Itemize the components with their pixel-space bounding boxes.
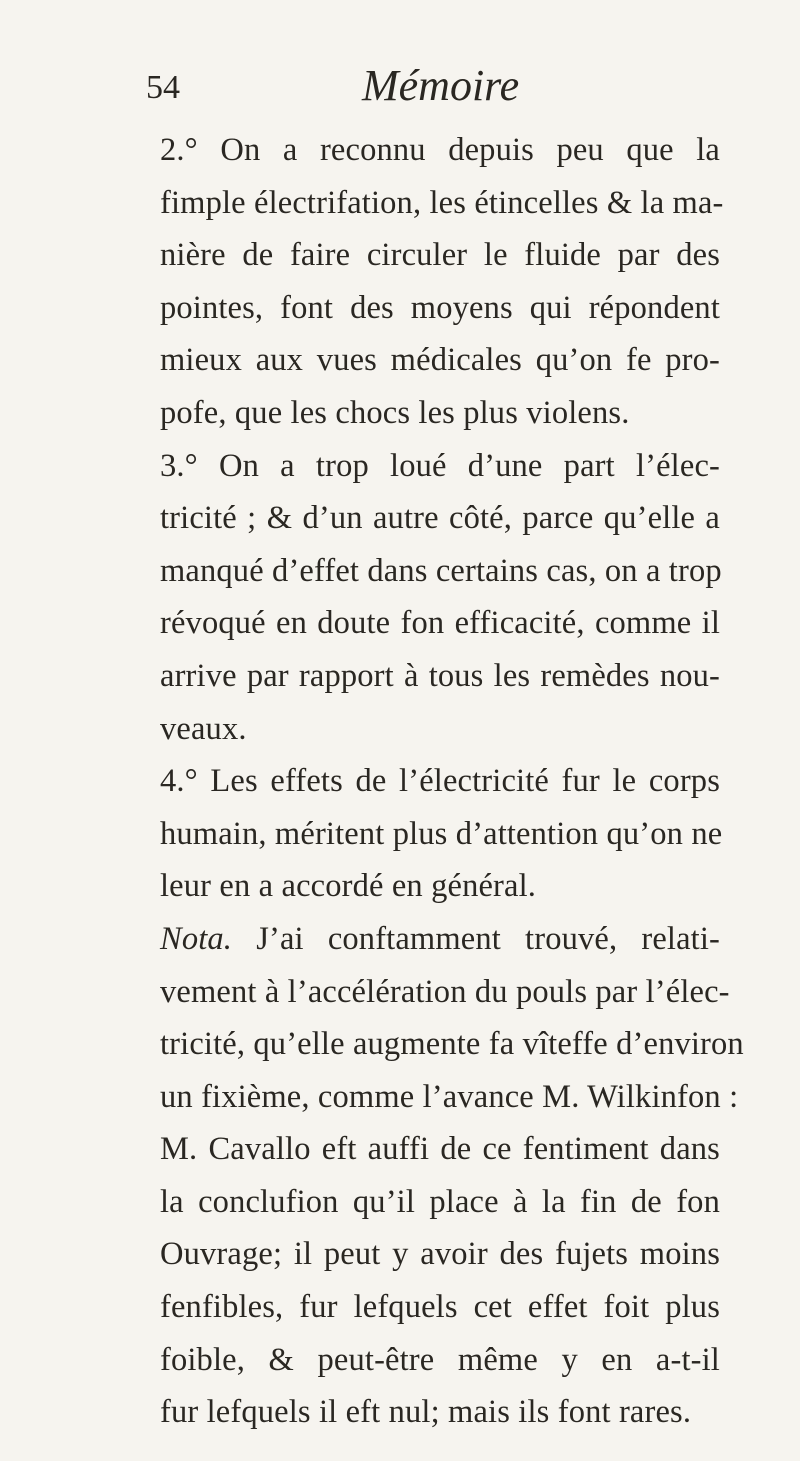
- text-line: foible, & peut-être même y en a-t-il: [160, 1341, 720, 1378]
- page-number: 54: [146, 69, 180, 106]
- text-line: pofe, que les chocs les plus violens.: [160, 394, 630, 431]
- text-line: révoqué en doute fon efficacité, comme il: [160, 605, 720, 642]
- text-line: nière de faire circuler le fluide par des: [160, 237, 720, 274]
- text-line: veaux.: [160, 710, 247, 747]
- text-line: mieux aux vues médicales qu’on fe pro-: [160, 342, 720, 379]
- running-title: Mémoire: [362, 61, 520, 110]
- text-line: 4.° Les effets de l’électricité fur le corps: [160, 763, 720, 800]
- text-line: tricité, qu’elle augmente fa vîteffe d’environ: [160, 1026, 744, 1063]
- text-line: un fixième, comme l’avance M. Wilkinfon :: [160, 1078, 739, 1115]
- body-text: [160, 124, 744, 1439]
- text-line: manqué d’effet dans certains cas, on a trop: [160, 552, 722, 589]
- text-line: fimple électrifation, les étincelles & la ma-: [160, 184, 724, 221]
- text-line: pointes, font des moyens qui répondent: [160, 289, 720, 326]
- text-line: leur en a accordé en général.: [160, 868, 537, 905]
- text-line: fenfibles, fur lefquels cet effet foit plus: [160, 1289, 720, 1326]
- text-line: la conclufion qu’il place à la fin de fon: [160, 1183, 720, 1220]
- text-line: 2.° On a reconnu depuis peu que la: [160, 132, 720, 168]
- text-line: vement à l’accélération du pouls par l’élec-: [160, 973, 730, 1010]
- text-line: 3.° On a trop loué d’une part l’élec-: [160, 447, 720, 484]
- text-line: M. Cavallo eft auffi de ce fentiment dans: [160, 1131, 720, 1168]
- text-line: Nota. J’ai conftamment trouvé, relati-: [160, 920, 720, 957]
- text-line: fur lefquels il eft nul; mais ils font rares.: [160, 1394, 692, 1431]
- text-line: humain, méritent plus d’attention qu’on ne: [160, 815, 723, 852]
- page-header: [146, 61, 706, 118]
- text-line: arrive par rapport à tous les remèdes nou-: [160, 657, 720, 694]
- text-line: tricité ; & d’un autre côté, parce qu’elle a: [160, 500, 720, 537]
- text-line: Ouvrage; il peut y avoir des fujets moins: [160, 1236, 720, 1273]
